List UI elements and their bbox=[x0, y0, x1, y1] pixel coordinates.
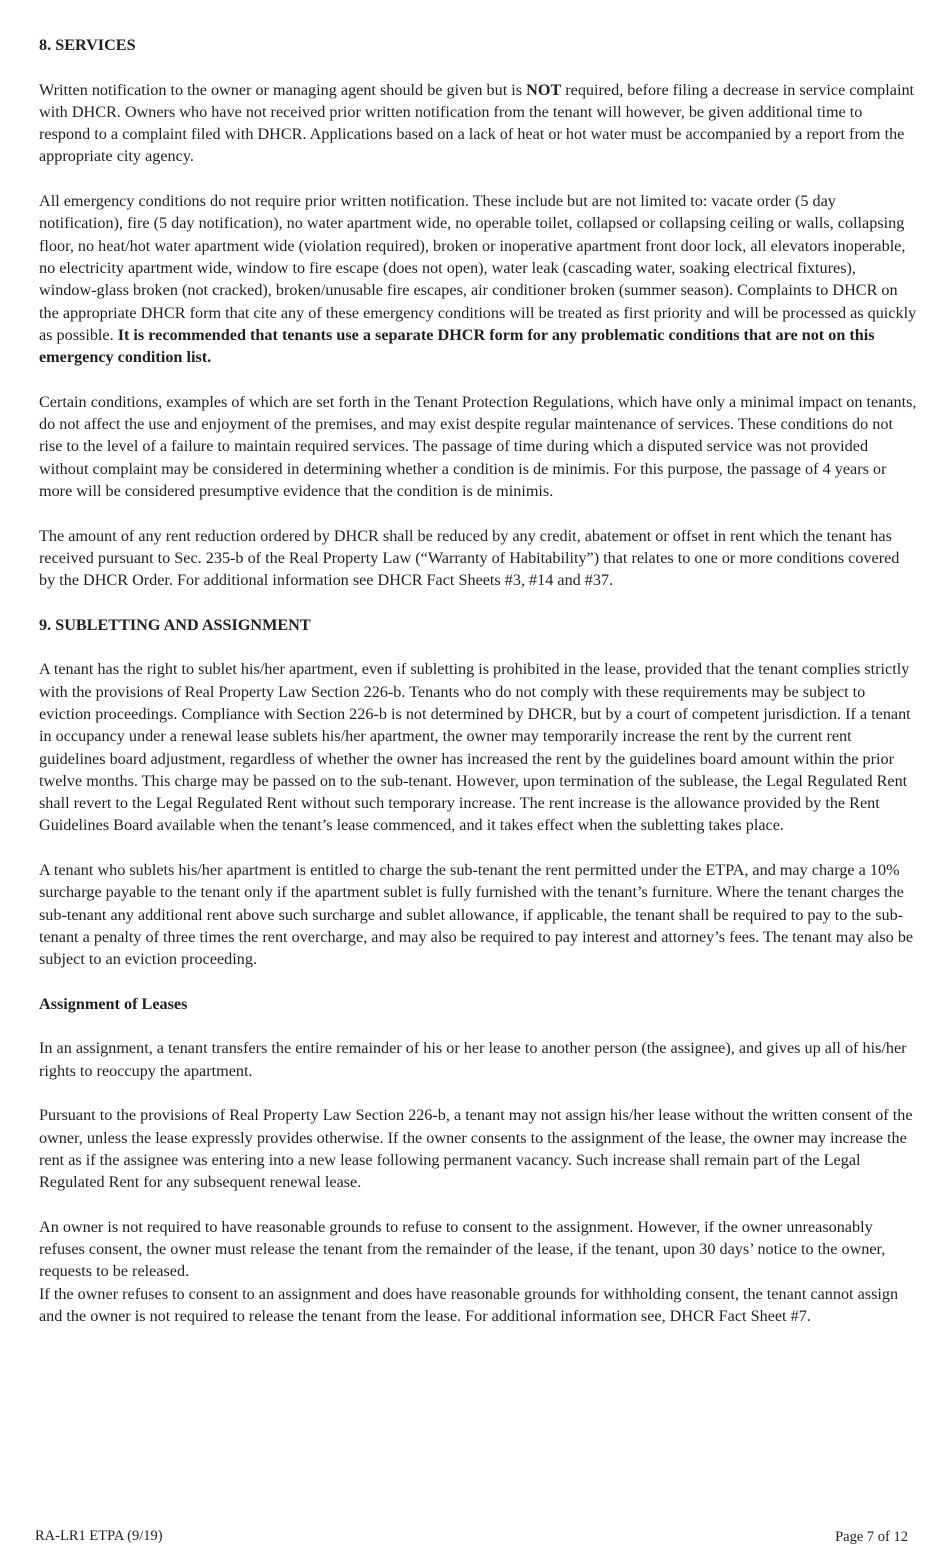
assignment-paragraph-3: An owner is not required to have reasonable grounds to refuse to consent to the assignment. However, if the owner unreasonably refuses consent, the owner must release the tenant from the remainder of the lease, if the tenant, upon 30 days’ notice to the owner, requests to be released. bbox=[39, 1217, 886, 1281]
section-8-heading: 8. SERVICES bbox=[39, 36, 136, 54]
assignment-paragraph-2: Pursuant to the provisions of Real Property Law Section 226-b, a tenant may not assign his/her lease without the written consent of the owner, unless the lease expressly provides otherwise. If the owner consents to the assignment of the lease, the owner may increase the rent as if the assignee was entering into a new lease following permanent vacancy. Such increase shall remain part of the Legal Regulated Rent for any subsequent renewal lease. bbox=[39, 1106, 913, 1192]
text-run: Written notification to the owner or managing agent should be given but is bbox=[39, 80, 527, 99]
emphasis-recommendation: It is recommended that tenants use a separate DHCR form for any problematic conditions that are not on this emergency condition list. bbox=[39, 325, 875, 367]
text-run: required, before filing a decrease in service complaint with DHCR. Owners who have not received prior written notification from the tenant will however, be given additional time to respond to a complaint filed with DHCR. Applications based on a lack of heat or hot water must be accompanied by a report from the appropriate city agency. bbox=[39, 80, 915, 166]
emphasis-not: NOT bbox=[526, 80, 562, 99]
assignment-heading: Assignment of Leases bbox=[39, 994, 188, 1013]
section-8-paragraph-1 bbox=[39, 79, 917, 168]
section-8-paragraph-2 bbox=[39, 190, 917, 368]
assignment-paragraph-1: In an assignment, a tenant transfers the entire remainder of his or her lease to another person (the assignee), and gives up all of his/her rights to reoccupy the apartment. bbox=[39, 1039, 907, 1080]
section-8-paragraph-3: Certain conditions, examples of which are set forth in the Tenant Protection Regulations, which have only a minimal impact on tenants, do not affect the use and enjoyment of the premises, and may exist despite regular maintenance of services. These conditions do not rise to the level of a failure to maintain required services. The passage of time during which a disputed service was not provided without complaint may be considered in determining whether a condition is de minimis. For this purpose, the passage of 4 years or more will be considered presumptive evidence that the condition is de minimis. bbox=[39, 392, 917, 500]
page-number-footer: Page 7 of 12 bbox=[835, 1529, 908, 1545]
section-8-paragraph-4: The amount of any rent reduction ordered by DHCR shall be reduced by any credit, abatement or offset in rent which the tenant has received pursuant to Sec. 235-b of the Real Property Law (“Warranty of Habitability”) that relates to one or more conditions covered by the DHCR Order. For additional information see DHCR Fact Sheets #3, #14 and #37. bbox=[39, 526, 900, 590]
form-id-footer: RA-LR1 ETPA (9/19) bbox=[35, 1528, 163, 1544]
section-9-heading: 9. SUBLETTING AND ASSIGNMENT bbox=[39, 615, 311, 634]
assignment-paragraph-4: If the owner refuses to consent to an assignment and does have reasonable grounds for withholding consent, the tenant cannot assign and the owner is not required to release the tenant from the lease. For additional information see, DHCR Fact Sheet #7. bbox=[39, 1284, 899, 1325]
document-page bbox=[39, 34, 917, 1350]
section-9-paragraph-1: A tenant has the right to sublet his/her apartment, even if subletting is prohibited in the lease, provided that the tenant complies strictly with the provisions of Real Property Law Section 226-b. Tenants who do not comply with these requirements may be subject to eviction proceedings. Compliance with Section 226-b is not determined by DHCR, but by a court of competent jurisdiction. If a tenant in occupancy under a renewal lease sublets his/her apartment, the owner may temporarily increase the rent by the current rent guidelines board adjustment, regardless of whether the owner has increased the rent by the guidelines board amount within the prior twelve months. This charge may be passed on to the sub-tenant. However, upon termination of the sublease, the Legal Regulated Rent shall revert to the Legal Regulated Rent without such temporary increase. The rent increase is the allowance provided by the Rent Guidelines Board available when the tenant’s lease commenced, and it takes effect when the subletting takes place. bbox=[39, 660, 911, 835]
text-run: All emergency conditions do not require prior written notification. These include but are not limited to: vacate order (5 day notification), fire (5 day notification), no water apartment wide, no operable toilet, collapsed or collapsing ceiling or walls, collapsing floor, no heat/hot water apartment wide (violation required), broken or inoperative apartment front door lock, all elevators inoperable, no electricity apartment wide, window to fire escape (does not open), water leak (cascading water, soaking electrical fixtures), window-glass broken (not cracked), broken/unusable fire escapes, air conditioner broken (summer season). Complaints to DHCR on the appropriate DHCR form that cite any of these emergency conditions will be treated as first priority and will be processed as quickly as possible. bbox=[39, 192, 917, 344]
section-9-paragraph-2: A tenant who sublets his/her apartment is entitled to charge the sub-tenant the rent permitted under the ETPA, and may charge a 10% surcharge payable to the tenant only if the apartment sublet is fully furnished with the tenant’s furniture. Where the tenant charges the sub-tenant any additional rent above such surcharge and sublet allowance, if applicable, the tenant shall be required to pay to the sub-tenant a penalty of three times the rent overcharge, and may also be required to pay interest and attorney’s fees. The tenant may also be subject to an eviction proceeding. bbox=[39, 860, 914, 969]
